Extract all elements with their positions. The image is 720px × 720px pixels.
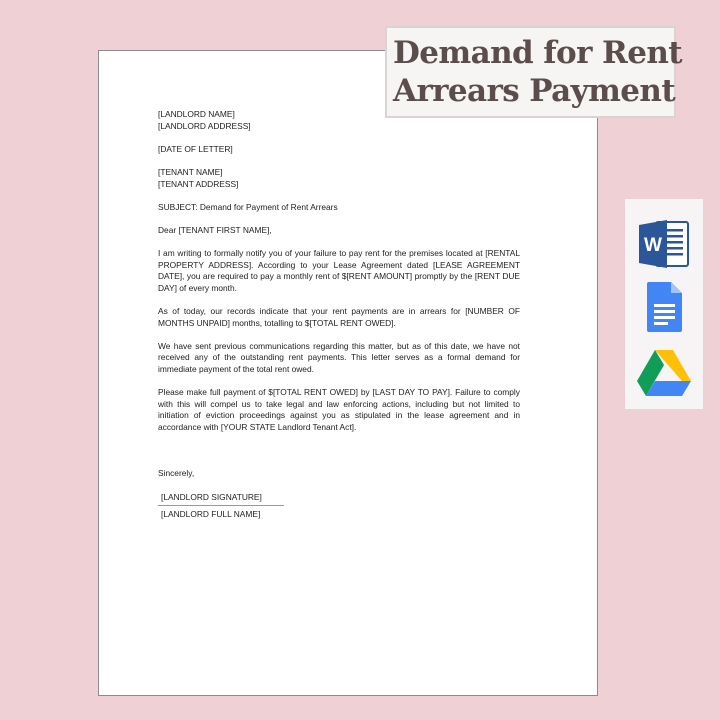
landlord-name: [LANDLORD NAME] — [158, 109, 235, 119]
document-page — [98, 50, 598, 696]
title-banner — [385, 26, 682, 118]
landlord-address: [LANDLORD ADDRESS] — [158, 120, 251, 131]
paragraph: As of today, our records indicate that your rent payments are in arrears for [NUMBER OF MONTHS UNPAID] months, totalling to $[TOTAL RENT OWED]. — [158, 306, 520, 328]
microsoft-word-icon[interactable] — [634, 213, 694, 273]
paragraph: I am writing to formally notify you of your failure to pay rent for the premises located at [RENTAL PROPERTY ADDRESS]. According to your Lease Agreement dated [LEASE AGREEMENT DATE], you are required to pay a monthly rent of $[RENT AMOUNT] promptly by the [RENT DUE DAY] of every month. — [158, 248, 520, 293]
closing: Sincerely, — [158, 468, 195, 479]
signature-line — [158, 505, 284, 506]
format-icons-panel — [625, 199, 703, 409]
paragraph: We have sent previous communications regarding this matter, but as of this date, we have not received any of the outstanding rent payments. This letter serves as a formal demand for immediate payment of the total rent owed. — [158, 340, 520, 375]
title-line-2: Arrears Payment — [393, 73, 676, 109]
letter-body — [158, 109, 520, 521]
tenant-name: [TENANT NAME] — [158, 166, 223, 177]
landlord-signature: [LANDLORD SIGNATURE] — [161, 491, 262, 502]
tenant-address: [TENANT ADDRESS] — [158, 178, 239, 189]
paragraph: Please make full payment of $[TOTAL RENT OWED] by [LAST DAY TO PAY]. Failure to comply with this will compel us to take legal and law enforcing actions, including but not limited to initiation of eviction proceedings against you as stipulated in the lease agreement and in accordance with [YOUR STATE Landlord Tenant Act]. — [158, 387, 520, 433]
svg-text:W: W — [644, 235, 662, 256]
letter-date: [DATE OF LETTER] — [158, 143, 233, 154]
letter-subject: SUBJECT: Demand for Payment of Rent Arrears — [158, 201, 338, 212]
google-docs-icon[interactable] — [634, 277, 694, 337]
title-line-1: Demand for Rent — [393, 35, 682, 71]
landlord-full-name: [LANDLORD FULL NAME] — [161, 509, 261, 520]
google-drive-icon[interactable] — [634, 341, 694, 401]
salutation: Dear [TENANT FIRST NAME], — [158, 224, 272, 235]
